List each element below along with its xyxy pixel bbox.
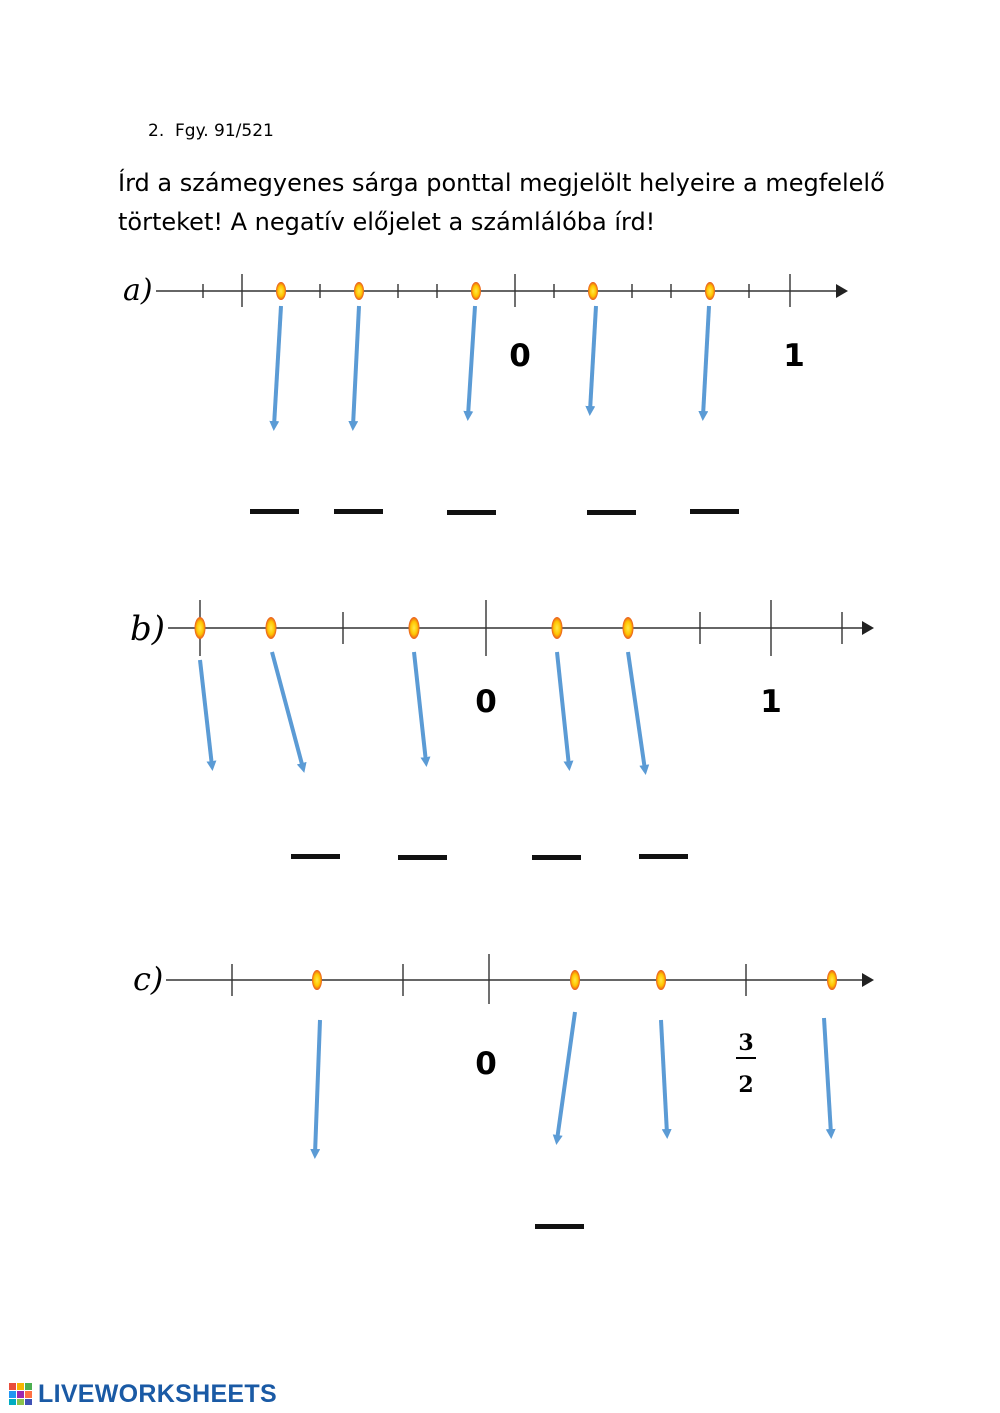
yellow-point (623, 617, 634, 639)
answer-slot[interactable] (291, 854, 340, 859)
footer-brand: LIVEWORKSHEETS (38, 1379, 277, 1408)
number-line-a (123, 273, 848, 515)
yellow-point (705, 282, 715, 300)
pointer-arrow (200, 660, 212, 766)
logo-blocks-icon (8, 1382, 34, 1406)
liveworksheets-logo (8, 1380, 277, 1408)
number-line-b (130, 600, 874, 860)
answer-slots-c (535, 1224, 584, 1229)
axis-arrowhead-b (862, 621, 874, 635)
answer-slot[interactable] (639, 854, 688, 859)
pointer-arrow (703, 306, 709, 416)
yellow-point (354, 282, 364, 300)
pointer-arrow (315, 1020, 320, 1154)
yellow-point (656, 970, 666, 990)
pointer-arrow (414, 652, 426, 762)
axis-arrowhead-a (836, 284, 848, 298)
answer-slots-b (291, 854, 688, 860)
number-line-c (133, 954, 874, 1229)
yellow-point (570, 970, 580, 990)
line-letter-b: b) (130, 609, 166, 649)
label-three-halves (736, 1030, 756, 1098)
answer-slot[interactable] (334, 509, 383, 514)
instruction-line-2: törteket! A negatív előjelet a számlálóba írd! (118, 208, 656, 236)
answer-slot[interactable] (587, 510, 636, 515)
answer-slot[interactable] (535, 1224, 584, 1229)
yellow-point (266, 617, 277, 639)
answer-slot[interactable] (398, 855, 447, 860)
pointer-arrow (661, 1020, 667, 1134)
yellow-point (588, 282, 598, 300)
arrows-b (200, 652, 645, 770)
pointer-arrow (468, 306, 475, 416)
fraction-denominator: 2 (738, 1072, 754, 1098)
yellow-point (276, 282, 286, 300)
ticks-c (232, 954, 746, 1004)
line-letter-c: c) (133, 960, 164, 998)
yellow-point (827, 970, 837, 990)
pointer-arrow (590, 306, 596, 411)
pointer-arrow (628, 652, 645, 770)
pointer-arrow (557, 652, 569, 766)
yellow-point (552, 617, 563, 639)
pointer-arrow (824, 1018, 831, 1134)
yellow-point (471, 282, 481, 300)
label-zero-b: 0 (475, 684, 497, 720)
pointer-arrow (353, 306, 359, 426)
yellow-point (409, 617, 420, 639)
line-letter-a: a) (123, 273, 153, 308)
pointer-arrow (557, 1012, 575, 1140)
axis-arrowhead-c (862, 973, 874, 987)
arrows-a (274, 306, 709, 426)
answer-slot[interactable] (690, 509, 739, 514)
answer-slots-a (250, 509, 739, 515)
label-zero-c: 0 (475, 1046, 497, 1082)
pointer-arrow (272, 652, 303, 768)
answer-slot[interactable] (250, 509, 299, 514)
fraction-numerator: 3 (738, 1030, 754, 1056)
task-number: 2. Fgy. 91/521 (148, 121, 274, 141)
answer-slot[interactable] (532, 855, 581, 860)
answer-slot[interactable] (447, 510, 496, 515)
label-one-b: 1 (760, 684, 782, 720)
instruction-line-1: Írd a számegyenes sárga ponttal megjelölt helyeire a megfelelő (118, 169, 885, 197)
label-one-a: 1 (783, 338, 805, 374)
yellow-point (195, 617, 206, 639)
pointer-arrow (274, 306, 281, 426)
yellow-point (312, 970, 322, 990)
label-zero-a: 0 (509, 338, 531, 374)
